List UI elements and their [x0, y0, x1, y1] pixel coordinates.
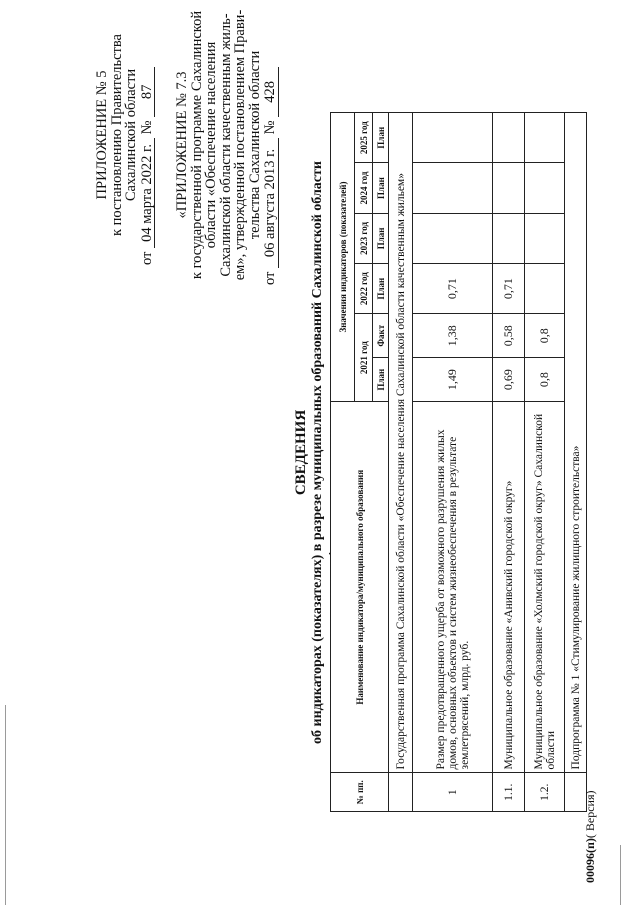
row-name: Муниципальное образование «Анивский городской округ» — [493, 402, 525, 773]
row-name: Размер предотвращенного ущерба от возможного разрушения жилых домов, основных объектов и систем жизнеобеспечения в результате землетрясений, млрд. руб. — [413, 402, 493, 773]
number-prefix: № — [262, 120, 278, 135]
document-code: 00096(п) — [583, 838, 597, 883]
appendix-7-3-title: «ПРИЛОЖЕНИЕ № 7.3 — [174, 71, 190, 219]
year-header: 2023 год — [355, 213, 373, 263]
document-footer — [583, 791, 598, 884]
appendix-5-title: ПРИЛОЖЕНИЕ № 5 — [94, 70, 110, 200]
sub-header: План — [373, 163, 389, 213]
document-subtitle: об индикаторах (показателях) в разрезе муниципальных образований Сахалинской области — [310, 161, 325, 744]
sub-header: План — [373, 358, 389, 402]
appendix-7-3-date: 06 августа 2013 г. — [263, 138, 279, 268]
row-value — [493, 163, 525, 213]
table-row — [493, 113, 525, 812]
appendix-7-3-line: области «Обеспечение населения — [203, 41, 219, 249]
row-value — [493, 113, 525, 163]
appendix-7-3-block — [175, 5, 279, 285]
column-header-values: Значения индикаторов (показателей) — [331, 113, 355, 402]
appendix-7-3-line: к государственной программе Сахалинской — [188, 10, 205, 280]
appendix-5-line: Сахалинской области — [123, 68, 139, 202]
document-version: ( Версия) — [583, 790, 597, 839]
table-row — [413, 113, 493, 812]
row-value — [413, 113, 493, 163]
row-value — [413, 213, 493, 263]
sub-header: План — [373, 264, 389, 314]
year-header: 2024 год — [355, 163, 373, 213]
row-value: 0,8 — [525, 314, 565, 358]
row-value: 0,71 — [413, 264, 493, 314]
subprogram-row-label: Подпрограмма № 1 «Стимулирование жилищного строительства» — [565, 113, 587, 773]
row-value — [525, 113, 565, 163]
scan-artifact-line — [5, 705, 6, 905]
appendix-7-3-line: ем», утвержденной постановлением Прави- — [232, 9, 248, 281]
appendix-5-block — [95, 5, 155, 265]
row-value — [413, 163, 493, 213]
row-value: 1,49 — [413, 358, 493, 402]
row-value — [525, 213, 565, 263]
appendix-7-3-line: Сахалинской области качественным жиль- — [217, 13, 234, 277]
sub-header: План — [373, 113, 389, 163]
program-row-label: Государственная программа Сахалинской области «Обеспечение населения Сахалинской области качественным жильем» — [389, 113, 413, 773]
subprogram-row — [565, 113, 587, 812]
row-name: Муниципальное образование «Холмский городской округ» Сахалинской области — [525, 402, 565, 773]
row-value — [525, 163, 565, 213]
number-prefix: № — [138, 120, 155, 135]
row-value — [525, 264, 565, 314]
row-value: 0,71 — [493, 264, 525, 314]
date-prefix: от — [262, 271, 278, 285]
sub-header: План — [373, 213, 389, 263]
row-number: 1.2. — [525, 773, 565, 812]
row-value: 0,8 — [525, 358, 565, 402]
row-number: 1.1. — [493, 773, 525, 812]
year-header: 2022 год — [355, 264, 373, 314]
row-number: 1 — [413, 773, 493, 812]
column-header-name: Наименование индикатора/муниципального образования — [331, 402, 389, 773]
indicators-table — [330, 112, 587, 812]
year-header: 2021 год — [355, 314, 373, 402]
appendix-5-date: 04 марта 2022 г. — [140, 138, 156, 248]
date-prefix: от — [138, 251, 155, 265]
sub-header: Факт — [373, 314, 389, 358]
document-title: СВЕДЕНИЯ — [293, 409, 309, 496]
row-value: 0,69 — [493, 358, 525, 402]
row-value: 1,38 — [413, 314, 493, 358]
program-row — [389, 113, 413, 812]
table-row — [525, 113, 565, 812]
year-header: 2025 год — [355, 113, 373, 163]
appendix-5-number: 87 — [140, 67, 156, 117]
appendix-7-3-number: 428 — [263, 67, 279, 117]
scan-dot: • — [326, 552, 335, 555]
appendix-7-3-line: тельства Сахалинской области — [246, 50, 263, 240]
appendix-5-line: к постановлению Правительства — [108, 34, 125, 236]
row-value: 0,58 — [493, 314, 525, 358]
scan-artifact-line — [620, 845, 621, 905]
row-value — [493, 213, 525, 263]
table-header-row — [331, 113, 355, 812]
column-header-number: № пп. — [331, 773, 389, 812]
